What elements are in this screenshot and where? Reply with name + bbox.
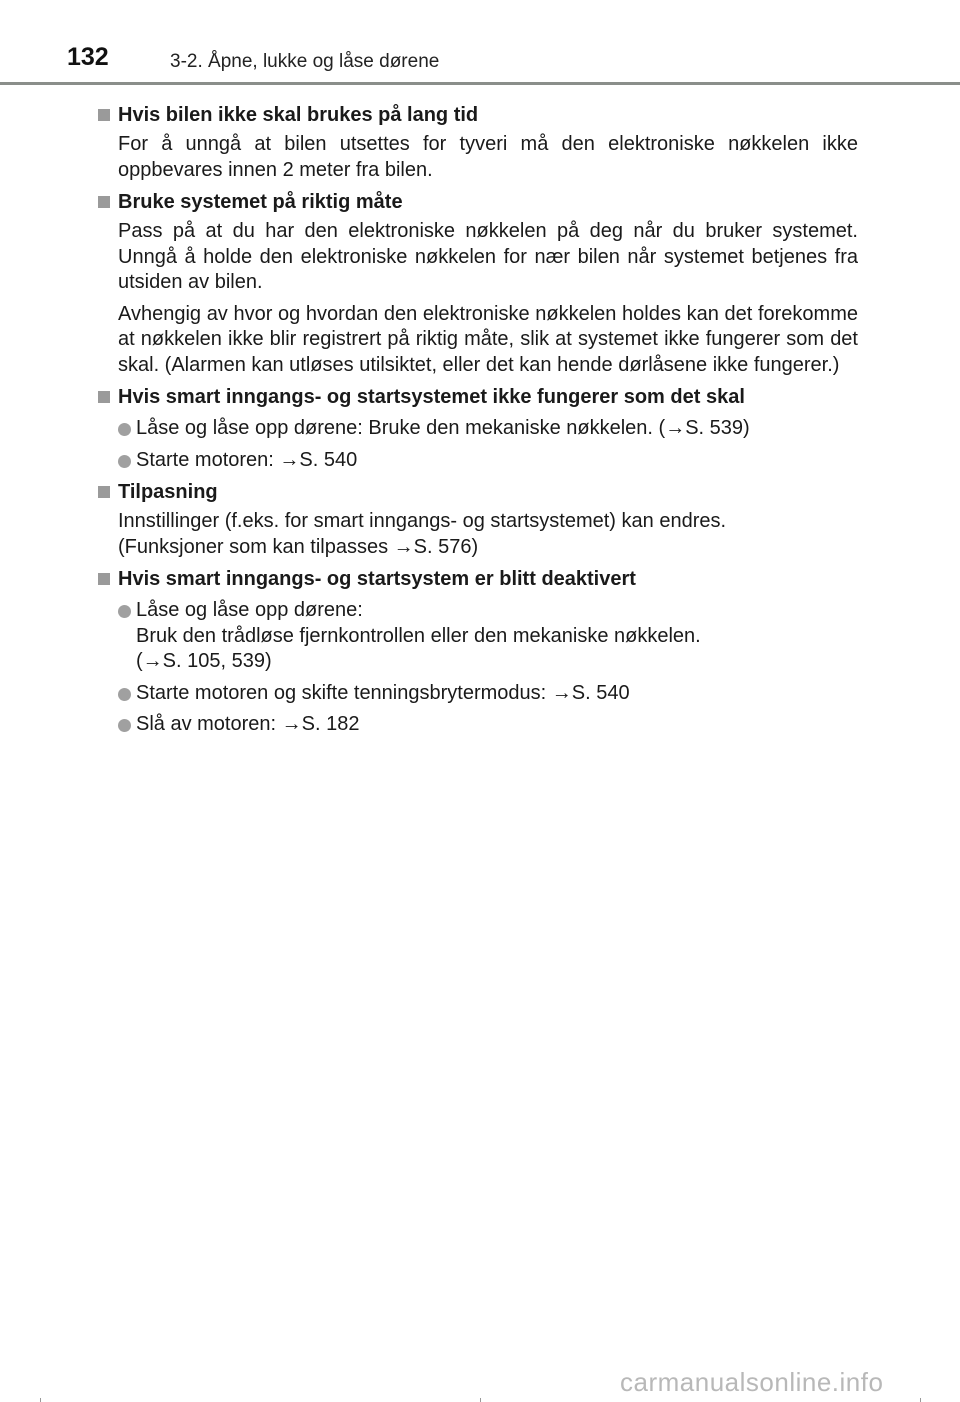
circle-bullet-icon xyxy=(118,605,131,618)
square-bullet-icon xyxy=(98,109,110,121)
page-number: 132 xyxy=(67,43,109,71)
paragraph-line: (Funksjoner som kan tilpasses →S. 576) xyxy=(118,535,479,558)
paragraph: For å unngå at bilen utsettes for tyveri må den elektroniske nøkkelen ikke oppbevares innen 2 meter fra bilen. xyxy=(118,133,858,181)
list-item xyxy=(98,598,858,675)
square-bullet-icon xyxy=(98,391,110,403)
crop-mark xyxy=(920,1398,921,1402)
paragraph-line: Innstillinger (f.eks. for smart inngangs- og startsystemet) kan endres. xyxy=(118,510,727,532)
section-heading xyxy=(98,479,858,505)
heading-text: Hvis smart inngangs- og startsystemet ikke fungerer som det skal xyxy=(118,386,745,408)
header-divider xyxy=(0,82,960,85)
crop-mark xyxy=(480,1398,481,1402)
page-content xyxy=(98,96,858,738)
crop-mark xyxy=(40,1398,41,1402)
square-bullet-icon xyxy=(98,573,110,585)
section-heading xyxy=(98,384,858,410)
heading-text: Bruke systemet på riktig måte xyxy=(118,191,403,213)
list-item xyxy=(98,448,858,474)
heading-text: Hvis smart inngangs- og startsystem er blitt deaktivert xyxy=(118,568,636,590)
section-heading xyxy=(98,102,858,128)
heading-text: Tilpasning xyxy=(118,481,218,503)
list-item-line: Bruk den trådløse fjernkontrollen eller den mekaniske nøkkelen. xyxy=(136,624,701,647)
list-item-text: Starte motoren: →S. 540 xyxy=(136,448,358,471)
list-item-text: Låse og låse opp dørene: Bruke den mekaniske nøkkelen. (→S. 539) xyxy=(136,417,750,439)
paragraph: Avhengig av hvor og hvordan den elektroniske nøkkelen holdes kan det forekomme at nøkkelen ikke blir registrert på riktig måte, slik at systemet ikke fungerer som det skal. (Alarmen kan utløses utilsiktet, eller det kan hende dørlåsene ikke fungerer.) xyxy=(118,302,858,376)
paragraph: Pass på at du har den elektroniske nøkkelen på deg når du bruker systemet. Unngå å holde den elektroniske nøkkelen for nær bilen når systemet betjenes fra utsiden av bilen. xyxy=(118,220,858,293)
chapter-title: 3-2. Åpne, lukke og låse dørene xyxy=(170,51,440,72)
list-item xyxy=(98,416,858,442)
list-item-line: Låse og låse opp dørene: xyxy=(136,599,363,621)
paragraph xyxy=(98,509,858,560)
list-item-line: (→S. 105, 539) xyxy=(136,650,272,672)
circle-bullet-icon xyxy=(118,423,131,436)
square-bullet-icon xyxy=(98,486,110,498)
circle-bullet-icon xyxy=(118,719,131,732)
watermark: carmanualsonline.info xyxy=(620,1367,884,1397)
list-item xyxy=(98,712,858,738)
section-heading xyxy=(98,566,858,592)
circle-bullet-icon xyxy=(118,688,131,701)
list-item-text: Slå av motoren: →S. 182 xyxy=(136,713,360,735)
heading-text: Hvis bilen ikke skal brukes på lang tid xyxy=(118,104,479,126)
page-header xyxy=(0,0,960,90)
circle-bullet-icon xyxy=(118,455,131,468)
list-item-text: Starte motoren og skifte tenningsbrytermodus: →S. 540 xyxy=(136,681,630,704)
square-bullet-icon xyxy=(98,196,110,208)
section-heading xyxy=(98,189,858,215)
list-item xyxy=(98,681,858,707)
